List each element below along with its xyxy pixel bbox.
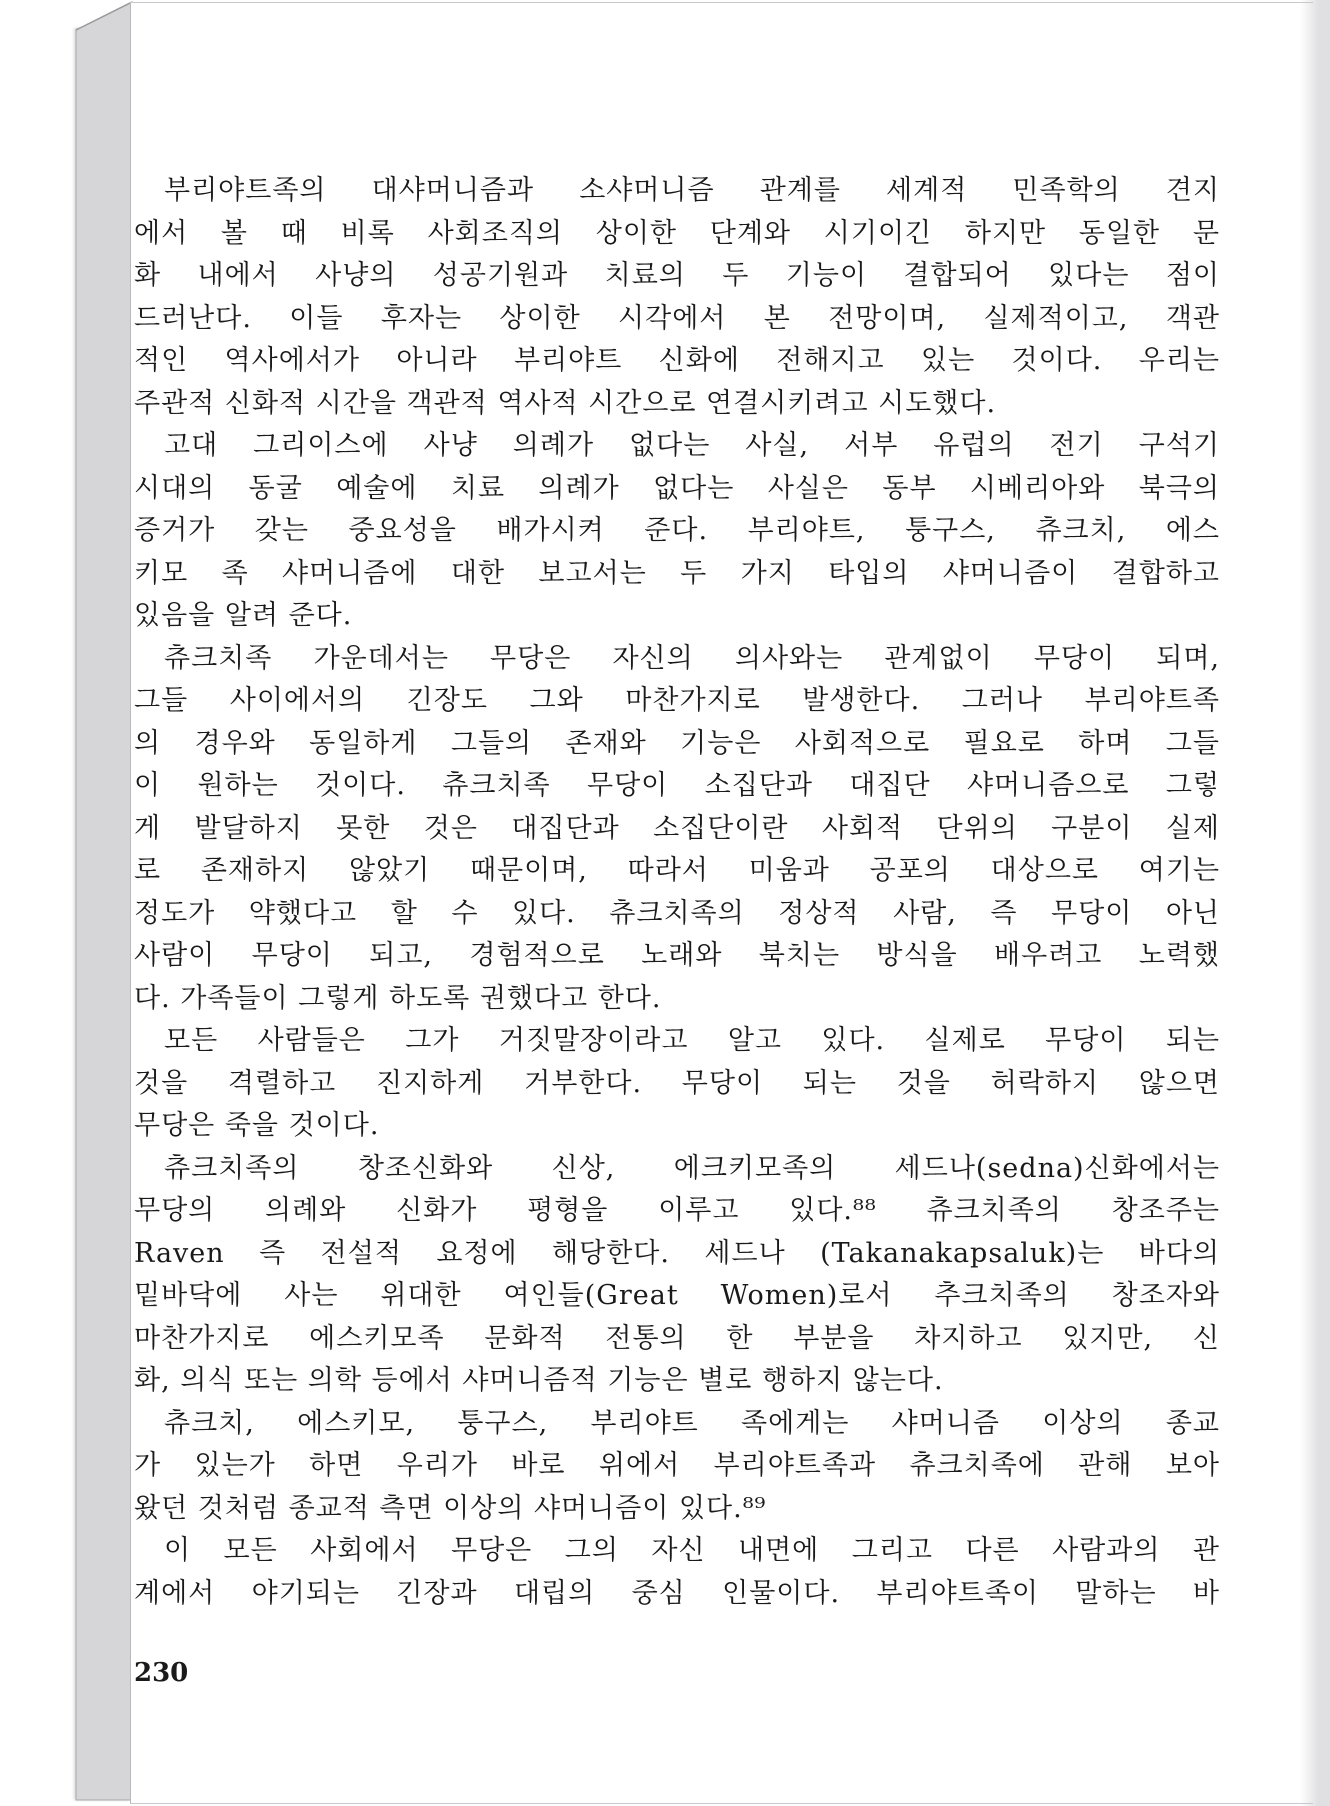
text-line: 무당의 의례와 신화가 평형을 이루고 있다.⁸⁸ 츄크치족의 창조주는 <box>134 1195 1220 1226</box>
text-line: 이 모든 사회에서 무당은 그의 자신 내면에 그리고 다른 사람과의 관 <box>164 1535 1220 1566</box>
text-line: Raven 즉 전설적 요정에 해당한다. 세드나 (Takanakapsaluk)는 바다의 <box>134 1237 1220 1269</box>
text-line: 츄크치족 가운데서는 무당은 자신의 의사와는 관계없이 무당이 되며, <box>164 642 1220 674</box>
text-line: 화, 의식 또는 의학 등에서 샤머니즘적 기능은 별로 행하지 않는다. <box>134 1365 944 1396</box>
text-line: 이 원하는 것이다. 츄크치족 무당이 소집단과 대집단 샤머니즘으로 그렇 <box>134 770 1220 801</box>
text-line: 시대의 동굴 예술에 치료 의례가 없다는 사실은 동부 시베리아와 북극의 <box>134 472 1220 504</box>
text-line: 츄크치, 에스키모, 퉁구스, 부리야트 족에게는 샤머니즘 이상의 종교 <box>164 1407 1220 1439</box>
text-line: 게 발달하지 못한 것은 대집단과 소집단이란 사회적 단위의 구분이 실제 <box>134 812 1220 844</box>
text-line: 적인 역사에서가 아니라 부리야트 신화에 전해지고 있는 것이다. 우리는 <box>134 345 1220 376</box>
text-line: 사람이 무당이 되고, 경험적으로 노래와 북치는 방식을 배우려고 노력했 <box>134 940 1220 971</box>
text-line: 모든 사람들은 그가 거짓말장이라고 알고 있다. 실제로 무당이 되는 <box>164 1025 1220 1056</box>
book-spine <box>76 28 132 1800</box>
page-number: 230 <box>134 1658 189 1688</box>
text-line: 에서 볼 때 비록 사회조직의 상이한 단계와 시기이긴 하지만 동일한 문 <box>134 217 1220 249</box>
text-line: 츄크치족의 창조신화와 신상, 에크키모족의 세드나(sedna)신화에서는 <box>164 1152 1220 1184</box>
text-line: 밑바닥에 사는 위대한 여인들(Great Women)로서 추크치족의 창조자와 <box>134 1280 1220 1311</box>
text-line: 의 경우와 동일하게 그들의 존재와 기능은 사회적으로 필요로 하며 그들 <box>134 727 1220 759</box>
text-line: 드러난다. 이들 후자는 상이한 시각에서 본 전망이며, 실제적이고, 객관 <box>134 302 1220 334</box>
text-line: 주관적 신화적 시간을 객관적 역사적 시간으로 연결시키려고 시도했다. <box>134 387 997 419</box>
text-line: 그들 사이에서의 긴장도 그와 마찬가지로 발생한다. 그러나 부리야트족 <box>134 685 1220 716</box>
text-line: 가 있는가 하면 우리가 바로 위에서 부리야트족과 츄크치족에 관해 보아 <box>134 1450 1220 1481</box>
text-line: 마찬가지로 에스키모족 문화적 전통의 한 부분을 차지하고 있지만, 신 <box>134 1322 1220 1354</box>
text-line: 무당은 죽을 것이다. <box>134 1110 380 1141</box>
text-line: 있음을 알려 준다. <box>134 600 353 631</box>
text-line: 다. 가족들이 그렇게 하도록 권했다고 한다. <box>134 982 662 1014</box>
text-line: 것을 격렬하고 진지하게 거부한다. 무당이 되는 것을 허락하지 않으면 <box>134 1067 1220 1099</box>
body-text <box>134 170 1220 1615</box>
text-line: 정도가 약했다고 할 수 있다. 츄크치족의 정상적 사람, 즉 무당이 아닌 <box>134 897 1220 929</box>
text-line: 키모 족 샤머니즘에 대한 보고서는 두 가지 타입의 샤머니즘이 결합하고 <box>134 557 1220 589</box>
text-line: 증거가 갖는 중요성을 배가시켜 준다. 부리야트, 퉁구스, 츄크치, 에스 <box>134 515 1220 546</box>
page-edge-shadow <box>1300 0 1330 1806</box>
text-line: 고대 그리이스에 사냥 의례가 없다는 사실, 서부 유럽의 전기 구석기 <box>164 430 1220 461</box>
text-line: 부리야트족의 대샤머니즘과 소샤머니즘 관계를 세계적 민족학의 견지 <box>164 175 1220 206</box>
text-line: 왔던 것처럼 종교적 측면 이상의 샤머니즘이 있다.⁸⁹ <box>134 1492 767 1524</box>
text-line: 계에서 야기되는 긴장과 대립의 중심 인물이다. 부리야트족이 말하는 바 <box>134 1577 1220 1609</box>
text-line: 화 내에서 사냥의 성공기원과 치료의 두 기능이 결합되어 있다는 점이 <box>134 260 1220 291</box>
text-line: 로 존재하지 않았기 때문이며, 따라서 미움과 공포의 대상으로 여기는 <box>134 855 1220 886</box>
